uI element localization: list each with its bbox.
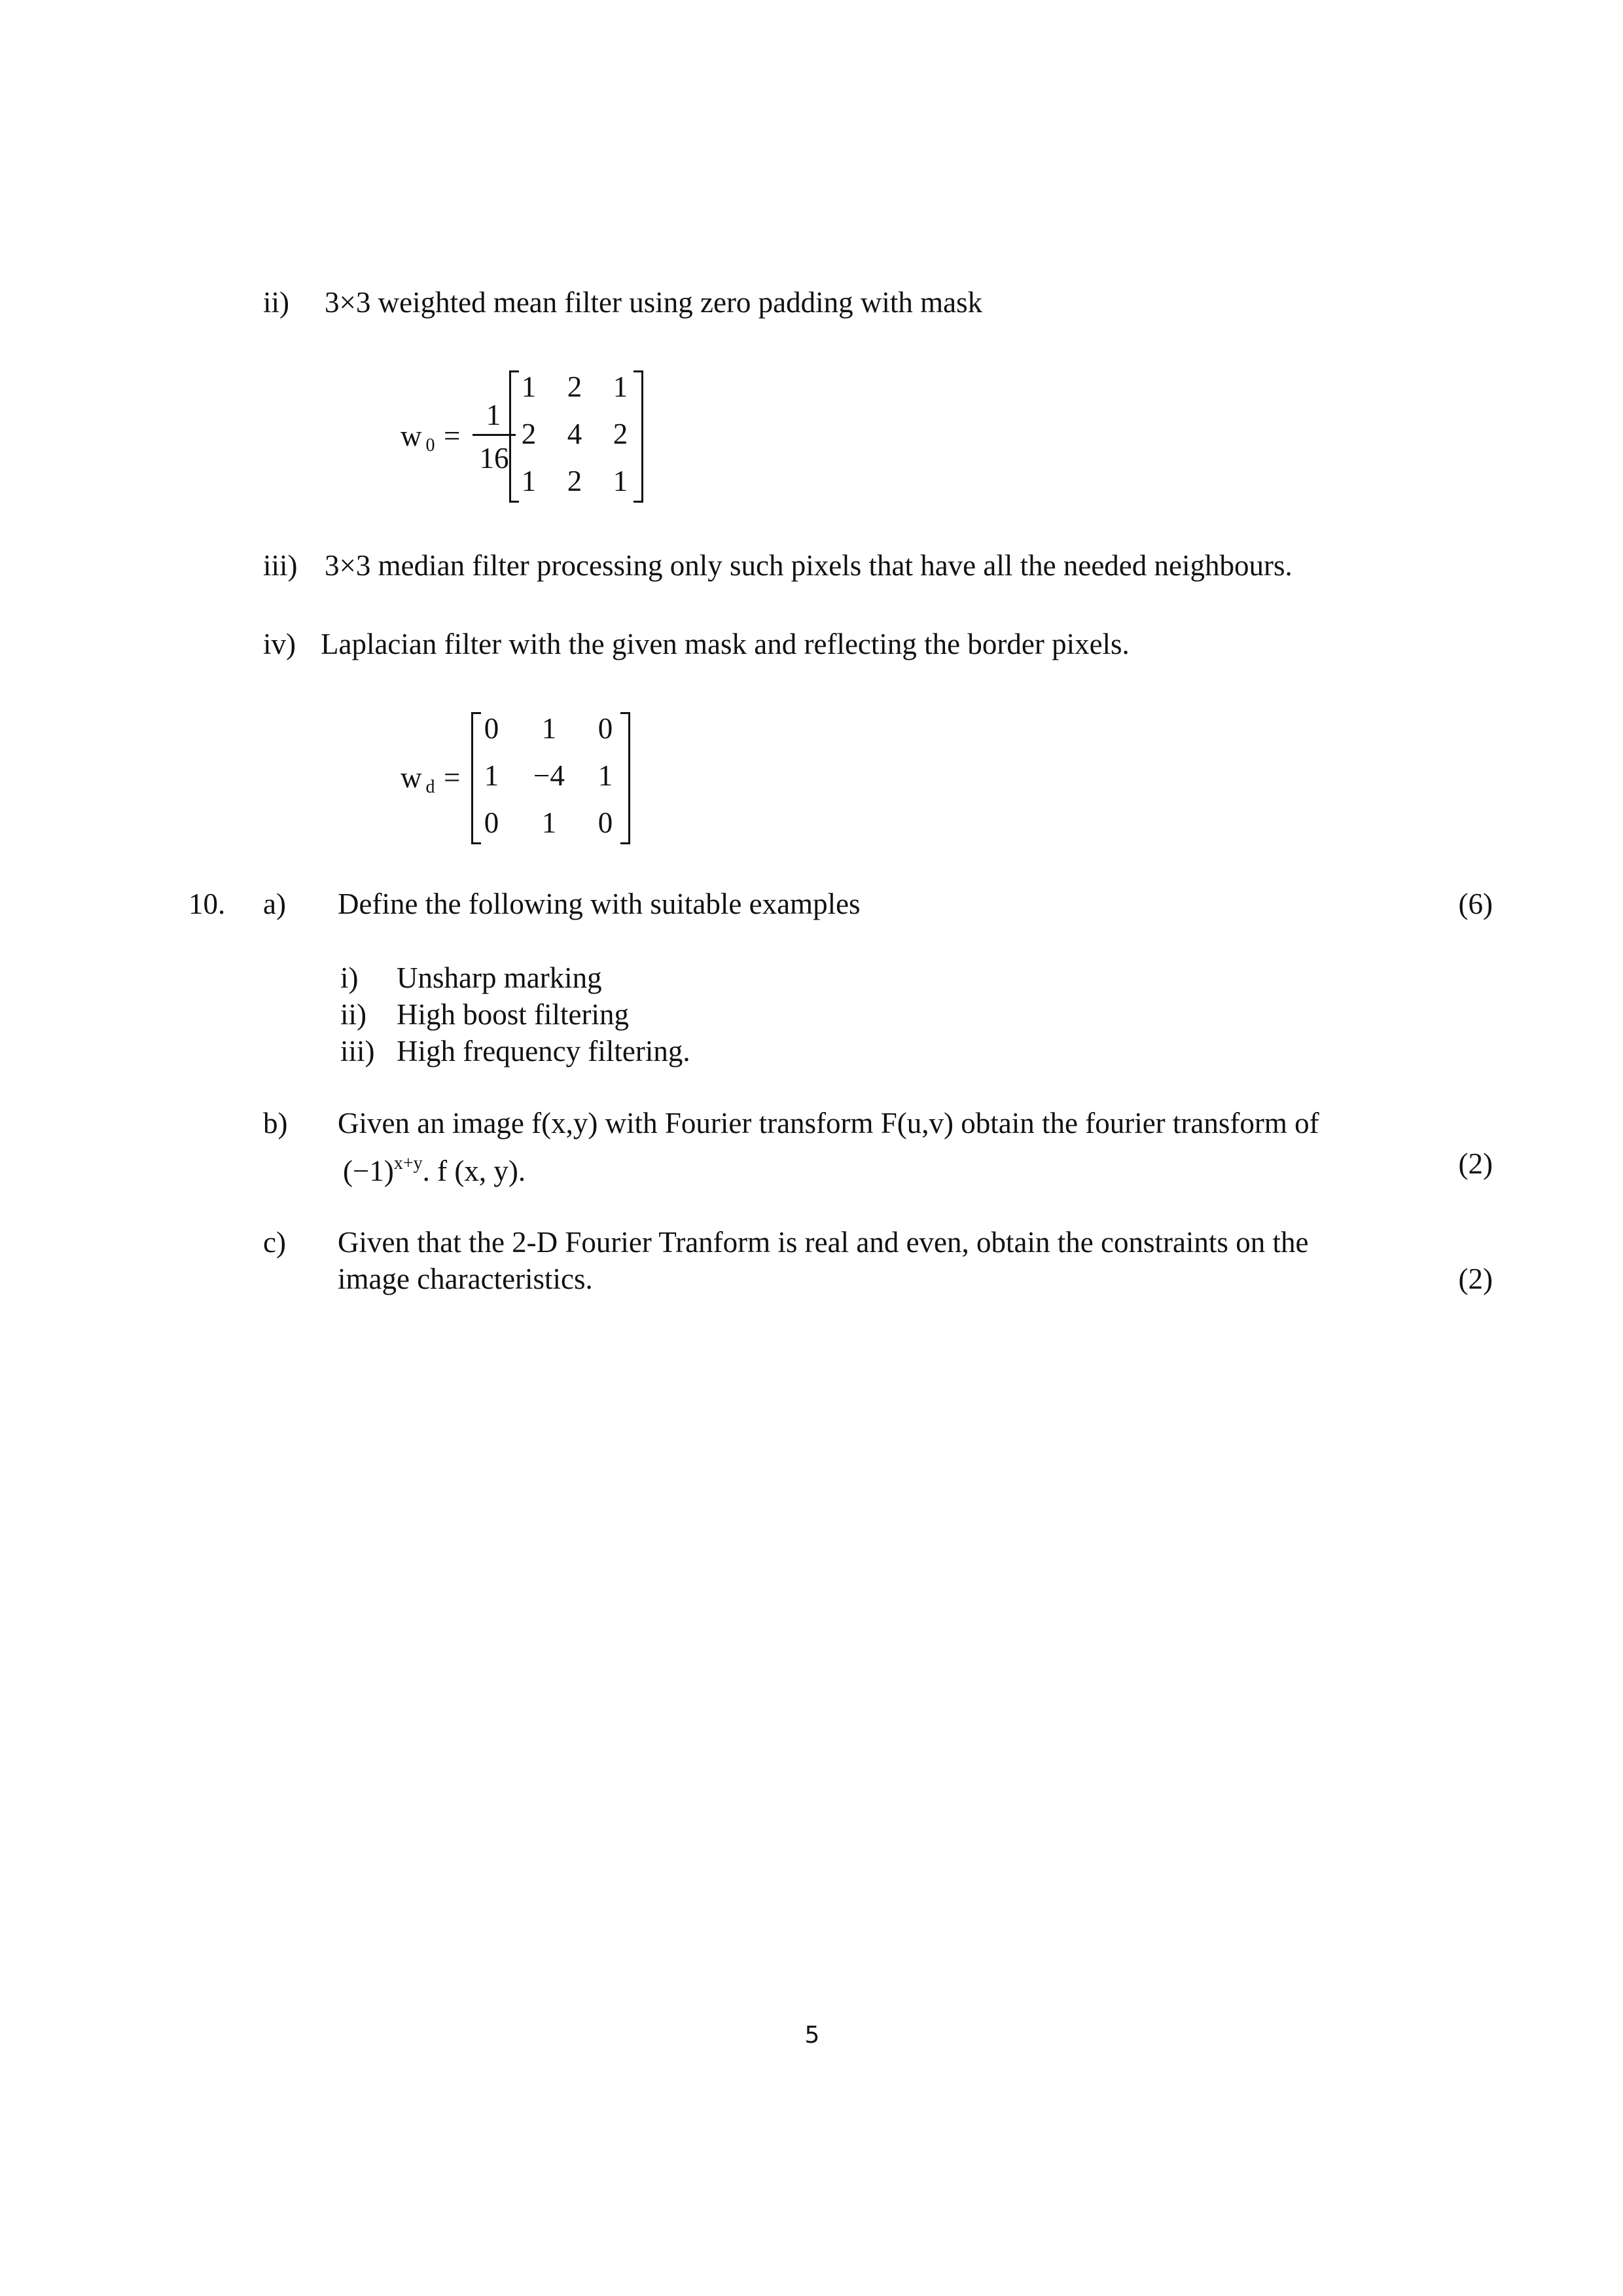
mask-w0-cell: 2 [521, 418, 537, 450]
item-iii-label: iii) [263, 549, 298, 582]
mask-w0-cell: 4 [567, 418, 582, 450]
q10a-subitem-label: i) [340, 961, 359, 994]
q10a-subitem-label: iii) [340, 1035, 375, 1067]
item-iv-text: Laplacian filter with the given mask and reflecting the border pixels. [321, 628, 1130, 660]
mask-wd-cell: 1 [597, 759, 613, 792]
question-number: 10. [188, 888, 226, 920]
page-number: 5 [804, 2022, 820, 2049]
q10a-subitem-text: Unsharp marking [397, 961, 602, 994]
mask-wd-cell: 0 [597, 712, 613, 745]
mask-w0-denominator: 16 [479, 442, 509, 475]
q10b-line1: Given an image f(x,y) with Fourier transform F(u,v) obtain the fourier transform of [338, 1107, 1319, 1139]
mask-wd-equals: = [444, 761, 461, 794]
q10b-expression: $(-1)^{x+y}$. f (x, y). [343, 1153, 526, 1187]
q10a-subitem-label: ii) [340, 998, 366, 1031]
mask-wd-cell: 0 [597, 806, 613, 839]
mask-w0-cell: 2 [613, 418, 628, 450]
q10a-subitem-text: High frequency filtering. [397, 1035, 690, 1067]
mask-wd-cell: −4 [533, 759, 565, 792]
item-ii-text: 3×3 weighted mean filter using zero padding with mask [325, 286, 983, 319]
q10c-label: c) [263, 1226, 286, 1259]
item-ii-label: ii) [263, 286, 289, 319]
q10c-line2: image characteristics. [338, 1263, 593, 1295]
q10a-subitem-text: High boost filtering [397, 998, 629, 1031]
mask-w0-cell: 1 [613, 370, 628, 403]
q10b-marks: (2) [1458, 1147, 1493, 1180]
item-iv-label: iv) [263, 628, 296, 660]
item-iii-text: 3×3 median filter processing only such pixels that have all the needed neighbours. [325, 549, 1293, 582]
q10c-marks: (2) [1458, 1263, 1493, 1295]
mask-w0-cell: 2 [567, 465, 582, 497]
mask-w0-equals: = [444, 420, 461, 452]
q10a-label: a) [263, 888, 286, 920]
mask-wd-cell: 1 [541, 712, 557, 745]
mask-wd-cell: 1 [484, 759, 499, 792]
mask-w0-cell: 1 [613, 465, 628, 497]
mask-w0-cell: 2 [567, 370, 582, 403]
mask-w0-symbol: w $_0$ [401, 420, 435, 456]
q10a-text: Define the following with suitable examples [338, 888, 861, 920]
q10a-marks: (6) [1458, 888, 1493, 920]
mask-w0-cell: 1 [521, 465, 537, 497]
mask-wd-cell: 1 [541, 806, 557, 839]
mask-w0-numerator: 1 [486, 399, 501, 431]
q10b-label: b) [263, 1107, 288, 1139]
mask-w0-cell: 1 [521, 370, 537, 403]
mask-wd-cell: 0 [484, 712, 499, 745]
mask-wd-symbol: w $_d$ [401, 761, 435, 797]
q10c-line1: Given that the 2-D Fourier Tranform is real and even, obtain the constraints on the [338, 1226, 1309, 1259]
mask-wd-cell: 0 [484, 806, 499, 839]
